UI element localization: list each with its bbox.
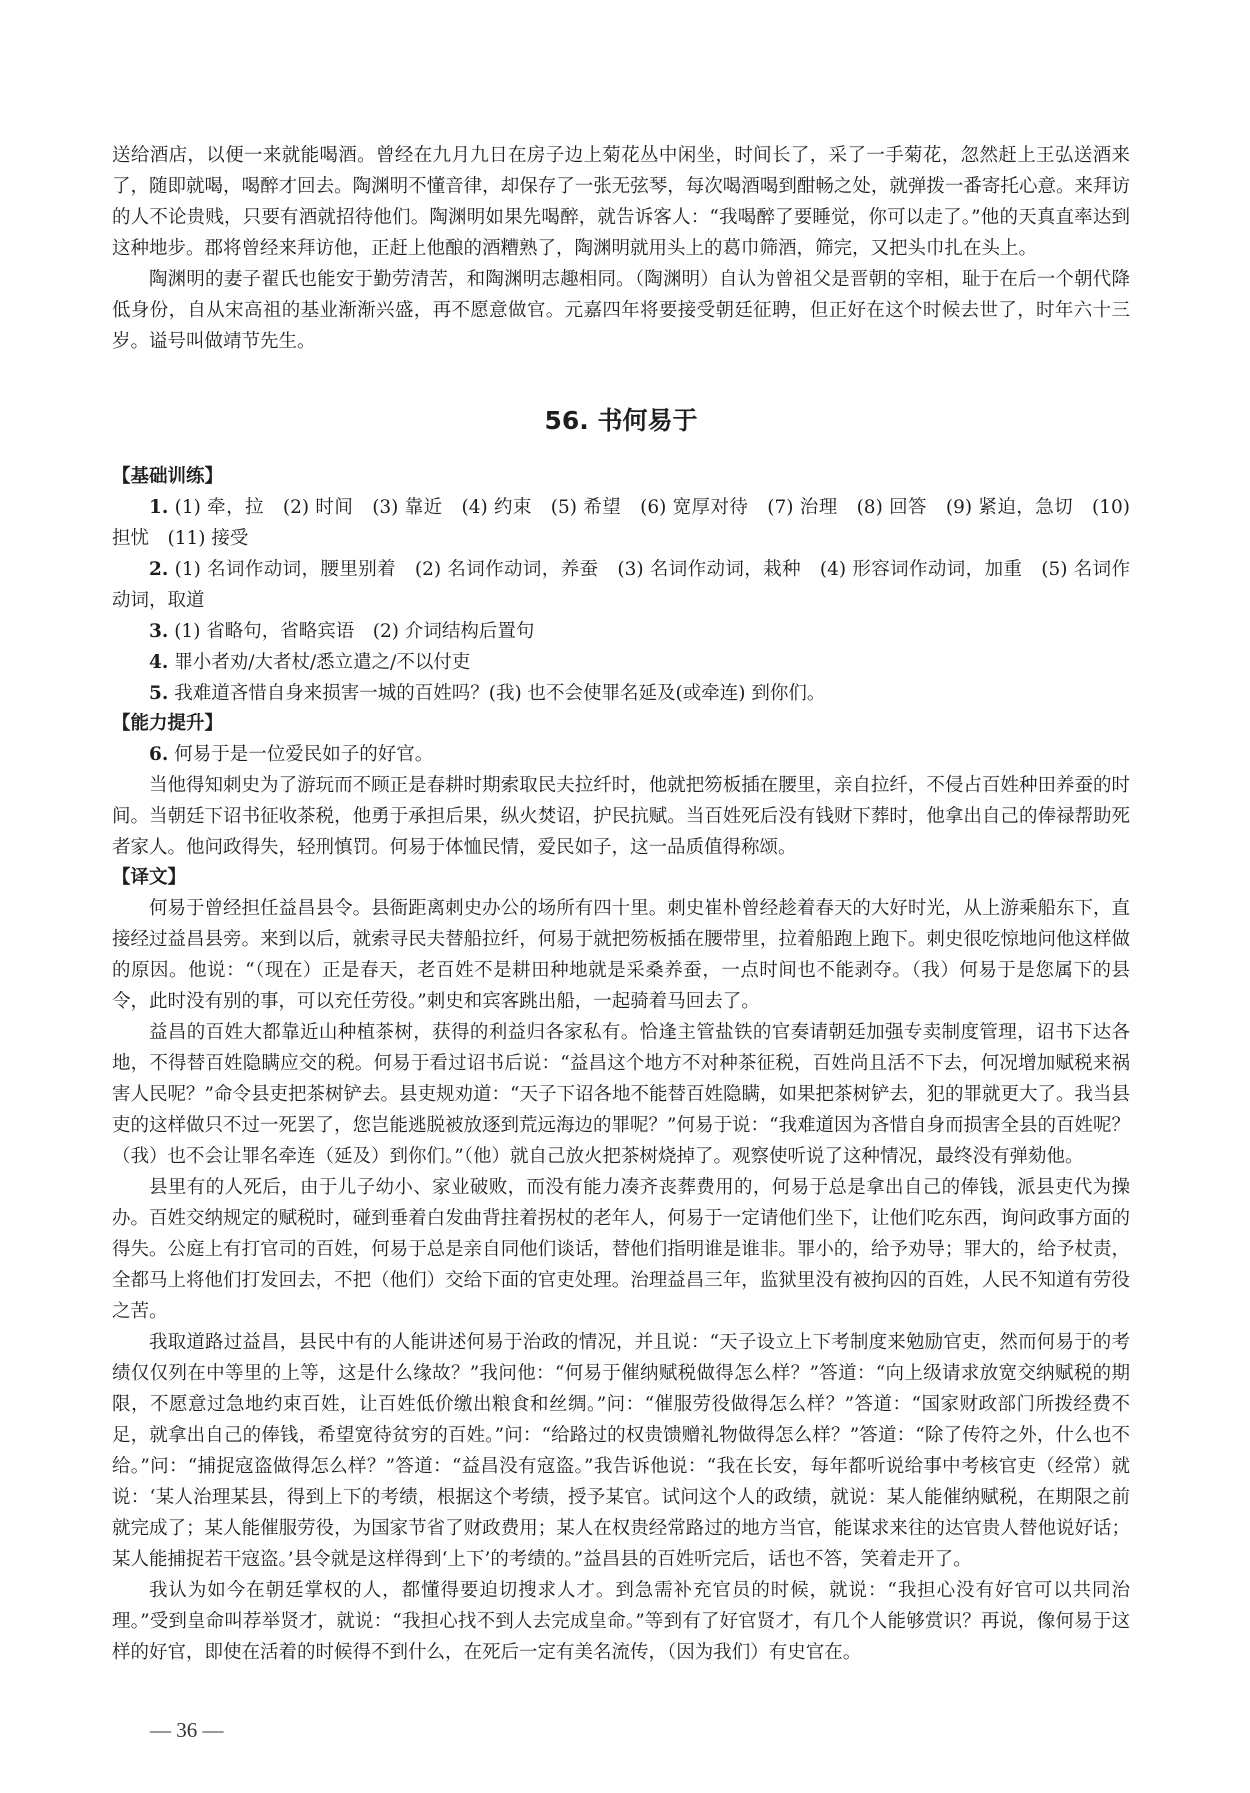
- item-text: 我难道吝惜自身来损害一城的百姓吗？(我) 也不会使罪名延及(或牵连) 到你们。: [174, 683, 826, 704]
- section-heading-translation: 【译文】: [112, 867, 187, 888]
- item-number: 1.: [149, 497, 169, 518]
- item-number: 5.: [149, 683, 169, 704]
- section-heading-ability: 【能力提升】: [112, 713, 224, 734]
- lesson-title: 56. 书何易于: [544, 406, 698, 435]
- item-number: 6.: [149, 744, 169, 765]
- intro-paragraph-1: 送给酒店，以便一来就能喝酒。曾经在九月九日在房子边上菊花丛中闲坐，时间长了，采了一手菊花，忽然赶上王弘送酒来了，随即就喝，喝醉才回去。陶渊明不懂音律，却保存了一张无弦琴，每次喝酒喝到酣畅之处，就弹拨一番寄托心意。来拜访的人不论贵贱，只要有酒就招待他们。陶渊明如果先喝醉，就告诉客人：“我喝醉了要睡觉，你可以走了。”他的天真直率达到这种地步。郡将曾经来拜访他，正赶上他酿的酒糟熟了，陶渊明就用头上的葛巾筛酒，筛完，又把头巾扎在头上。: [112, 145, 1130, 259]
- translation-paragraph-2: 益昌的百姓大都靠近山种植茶树，获得的利益归各家私有。恰逢主管盐铁的官奏请朝廷加强专卖制度管理，诏书下达各地，不得替百姓隐瞒应交的税。何易于看过诏书后说：“益昌这个地方不对种茶征税，百姓尚且活不下去，何况增加赋税来祸害人民呢？”命令县吏把茶树铲去。县吏规劝道：“天子下诏各地不能替百姓隐瞒，如果把茶树铲去，犯的罪就更大了。我当县吏的这样做只不过一死罢了，您岂能逃脱被放逐到荒远海边的罪呢？”何易于说：“我难道因为吝惜自身而损害全县的百姓呢？（我）也不会让罪名牵连（延及）到你们。”（他）就自己放火把茶树烧掉了。观察使听说了这种情况，最终没有弹劾他。: [112, 1022, 1130, 1167]
- item-text: (1) 名词作动词，腰里别着 (2) 名词作动词，养蚕 (3) 名词作动词，栽种 (4) 形容词作动词，加重 (5) 名词作动词，取道: [112, 559, 1130, 611]
- item-number: 2.: [149, 559, 169, 580]
- ability-item: [112, 739, 1130, 770]
- section-heading-basic: 【基础训练】: [112, 466, 224, 487]
- translation-paragraph-5: 我认为如今在朝廷掌权的人，都懂得要迫切搜求人才。到急需补充官员的时候，就说：“我担心没有好官可以共同治理。”受到皇命叫荐举贤才，就说：“我担心找不到人去完成皇命。”等到有了好官贤才，有几个人能够赏识？再说，像何易于这样的好官，即使在活着的时候得不到什么，在死后一定有美名流传，（因为我们）有史官在。: [112, 1580, 1130, 1663]
- basic-item: [112, 554, 1130, 616]
- ability-paragraph: 当他得知刺史为了游玩而不顾正是春耕时期索取民夫拉纤时，他就把笏板插在腰里，亲自拉纤，不侵占百姓种田养蚕的时间。当朝廷下诏书征收茶税，他勇于承担后果，纵火焚诏，护民抗赋。当百姓死后没有钱财下葬时，他拿出自己的俸禄帮助死者家人。他问政得失，轻刑慎罚。何易于体恤民情，爱民如子，这一品质值得称颂。: [112, 775, 1130, 858]
- intro-paragraph-2: 陶渊明的妻子翟氏也能安于勤劳清苦，和陶渊明志趣相同。（陶渊明）自认为曾祖父是晋朝的宰相，耻于在后一个朝代降低身份，自从宋高祖的基业渐渐兴盛，再不愿意做官。元嘉四年将要接受朝廷征聘，但正好在这个时候去世了，时年六十三岁。谥号叫做靖节先生。: [112, 269, 1130, 352]
- translation-paragraph-1: 何易于曾经担任益昌县令。县衙距离刺史办公的场所有四十里。刺史崔朴曾经趁着春天的大好时光，从上游乘船东下，直接经过益昌县旁。来到以后，就索寻民夫替船拉纤，何易于就把笏板插在腰带里，拉着船跑上跑下。刺史很吃惊地问他这样做的原因。他说：“（现在）正是春天，老百姓不是耕田种地就是采桑养蚕，一点时间也不能剥夺。（我）何易于是您属下的县令，此时没有别的事，可以充任劳役。”刺史和宾客跳出船，一起骑着马回去了。: [112, 898, 1130, 1012]
- item-text: 罪小者劝/大者杖/悉立遣之/不以付吏: [174, 652, 471, 673]
- page-number: — 36 —: [150, 1718, 224, 1742]
- item-number: 3.: [149, 621, 169, 642]
- basic-item: [112, 616, 1130, 647]
- item-number: 4.: [149, 652, 169, 673]
- item-text: 何易于是一位爱民如子的好官。: [174, 744, 434, 765]
- translation-paragraph-3: 县里有的人死后，由于儿子幼小、家业破败，而没有能力凑齐丧葬费用的，何易于总是拿出自己的俸钱，派县吏代为操办。百姓交纳规定的赋税时，碰到垂着白发曲背拄着拐杖的老年人，何易于一定请他们坐下，让他们吃东西，询问政事方面的得失。公庭上有打官司的百姓，何易于总是亲自同他们谈话，替他们指明谁是谁非。罪小的，给予劝导；罪大的，给予杖责，全都马上将他们打发回去，不把（他们）交给下面的官吏处理。治理益昌三年，监狱里没有被拘囚的百姓，人民不知道有劳役之苦。: [112, 1177, 1130, 1322]
- item-text: (1) 省略句，省略宾语 (2) 介词结构后置句: [174, 621, 535, 642]
- basic-item: [112, 678, 1130, 709]
- item-text: (1) 牵，拉 (2) 时间 (3) 靠近 (4) 约束 (5) 希望 (6) 宽厚对待 (7) 治理 (8) 回答 (9) 紧迫，急切 (10) 担忧 (11) 接受: [112, 497, 1130, 549]
- basic-item: [112, 492, 1130, 554]
- page-content: [112, 140, 1130, 1668]
- translation-paragraph-4: 我取道路过益昌，县民中有的人能讲述何易于治政的情况，并且说：“天子设立上下考制度来勉励官吏，然而何易于的考绩仅仅列在中等里的上等，这是什么缘故？”我问他：“何易于催纳赋税做得怎么样？”答道：“向上级请求放宽交纳赋税的期限，不愿意过急地约束百姓，让百姓低价缴出粮食和丝绸。”问：“催服劳役做得怎么样？”答道：“国家财政部门所拨经费不足，就拿出自己的俸钱，希望宽待贫穷的百姓。”问：“给路过的权贵馈赠礼物做得怎么样？”答道：“除了传符之外，什么也不给。”问：“捕捉寇盗做得怎么样？”答道：“益昌没有寇盗。”我告诉他说：“我在长安，每年都听说给事中考核官吏（经常）就说：‘某人治理某县，得到上下的考绩，根据这个考绩，授予某官。试问这个人的政绩，就说：某人能催纳赋税，在期限之前就完成了；某人能催服劳役，为国家节省了财政费用；某人在权贵经常路过的地方当官，能谋求来往的达官贵人替他说好话；某人能捕捉若干寇盗。’县令就是这样得到‘上下’的考绩的。”益昌县的百姓听完后，话也不答，笑着走开了。: [112, 1332, 1130, 1570]
- basic-item: [112, 647, 1130, 678]
